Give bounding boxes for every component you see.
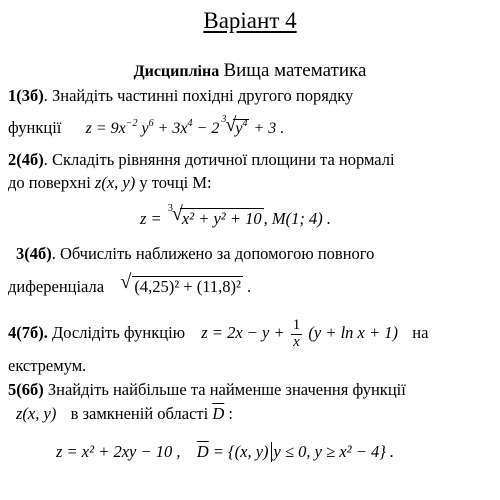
- task4-formula-b: (y + ln x + 1): [308, 323, 398, 343]
- task4-formula-a: z = 2x − y +: [201, 323, 285, 343]
- task2-number: 2(4б): [8, 150, 44, 169]
- task5-line1: [8, 380, 406, 400]
- task1-radical: 3 √ $y^4$: [221, 114, 248, 137]
- task3-line2-text: диференціала: [8, 277, 105, 296]
- task1-number: 1(3б): [8, 86, 44, 105]
- task3-line2: диференціала √ (4,25)² + (11,8)² .: [8, 271, 252, 296]
- task1-text: . Знайдіть частинні похідні другого порядку: [43, 86, 354, 105]
- task2-radical: 3 √ x² + y² + 10: [167, 203, 262, 228]
- task5-line2: z(x, y) в замкненій області $\overline{D}$ :: [16, 404, 233, 423]
- task2-line2-text: до поверхні: [8, 173, 91, 192]
- task5-func: z(x, y): [16, 404, 57, 423]
- task5-text: Знайдіть найбільше та найменше значення функції: [47, 380, 406, 399]
- task5-formula: z = x² + 2xy − 10 , $\overline{D} = \{(x$, y) y ≤ 0, y ≥ x² − 4} .: [56, 442, 395, 461]
- task1-line1: [8, 86, 353, 106]
- task5-domain-symbol: $\overline{D}$: [212, 404, 225, 423]
- task5-line2-text: в замкненій області: [70, 404, 209, 423]
- task2-surface: z(x, y): [94, 173, 136, 192]
- task5-number: 5(6б): [8, 380, 44, 399]
- task3-number: 3(4б): [16, 244, 52, 263]
- task1-formula: $z = 9x^{-2}$ $y^6 + 3x^4 - 2$ 3 √ $y^4 + 3$ .: [85, 114, 285, 137]
- variant-title: Варіант 4: [203, 8, 297, 33]
- discipline-label: Дисципліна: [133, 63, 220, 80]
- task3-radical: √ (4,25)² + (11,8)²: [120, 271, 241, 296]
- task2-formula: z = 3 √ x² + y² + 10 , M(1; 4) .: [140, 203, 331, 228]
- discipline-value: Вища математика: [223, 60, 367, 81]
- task2-line1: [8, 150, 395, 170]
- task3-text: . Обчисліть наближено за допомогою повного: [51, 244, 375, 263]
- task4-text: Дослідіть функцію: [52, 323, 186, 343]
- task3-line1: [16, 244, 374, 264]
- task1-label: функції: [8, 118, 62, 137]
- task2-point-text: у точці M:: [139, 173, 212, 192]
- task4-fraction: $\frac{1}{x}$: [292, 317, 301, 350]
- task4-line2-text: екстремум.: [8, 356, 87, 375]
- task2-text: . Складіть рівняння дотичної площини та нормалі: [43, 150, 395, 169]
- task4-line2: [8, 356, 86, 376]
- task2-line2: [8, 173, 212, 193]
- discipline-line: [0, 60, 500, 82]
- task1-line2: [8, 114, 285, 138]
- task4-number: 4(7б).: [8, 323, 48, 343]
- task4-tail: на: [412, 323, 429, 343]
- task4-line1: [8, 318, 428, 351]
